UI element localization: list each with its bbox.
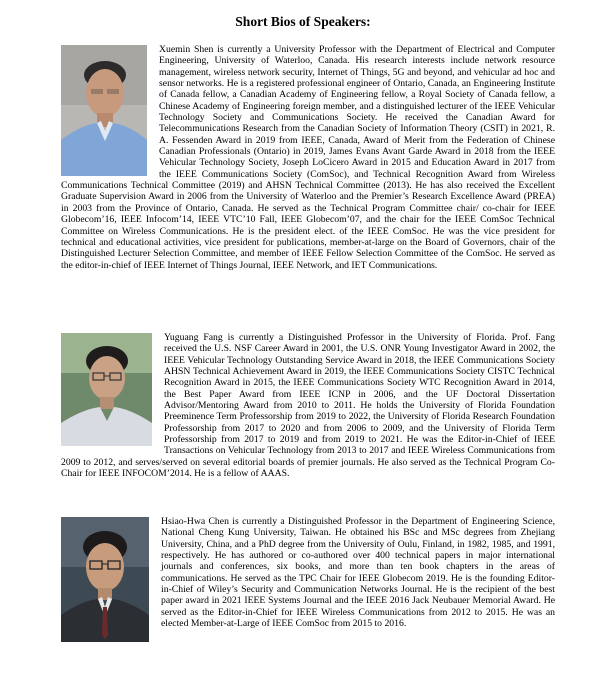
portrait-photo-1 <box>61 45 147 176</box>
portrait-photo-2 <box>61 333 152 446</box>
speaker-bio-text-3: Hsiao-Hwa Chen is currently a Distinguished Professor in the Department of Engineering Science, National Cheng Kung University, Taiwan. He obtained his BSc and MSc degrees from Zhejiang University, China, and a PhD degree from the University of Oulu, Finland, in 1982, 1985, and 1991, respectively. He has authored or co-authored over 400 technical papers in major international journals and conferences, six books, and more than ten book chapters in the areas of communications. He served as the TPC Chair for IEEE Globecom 2019. He is the founding Editor-in-Chief of Wiley’s Security and Communication Networks Journal. He is the recipient of the best paper award in 2021 IEEE Systems Journal and the IEEE 2016 Jack Neubauer Memorial Award. He served as the Editor-in-Chief for IEEE Wireless Communications from 2012 to 2015. He was an elected Member-at-Large of IEEE ComSoc from 2015 to 2016. <box>161 516 555 630</box>
portrait-photo-3 <box>61 517 149 642</box>
page-title: Short Bios of Speakers: <box>235 14 371 29</box>
speaker-bio-text-2: Yuguang Fang is currently a Distinguished Professor in the University of Florida. Prof. Fang received the U.S. NSF Career Award in 2001, the U.S. ONR Young Investigator Award in 2002, the IEEE Vehicular Technology Outstanding Service Award in 2018, the IEEE Communications Society AHSN Technical Achievement Award in 2019, the IEEE Communications Society CISTC Technical Recognition Award in 2015, the IEEE Communications Society WTC Recognition Award in 2014, the Best Paper Award from IEEE ICNP in 2006, and the UF Doctoral Dissertation Advisor/Mentoring Award from 2010 to 2011. He holds the University of Florida Foundation Preeminence Term Professorship from 2019 to 2022, the University of Florida Research Foundation Professorship from 2017 to 2020 and from 2006 to 2009, and the University of Florida Term Professorship from 2017 to 2019 and from 2019 to 2021. He was the Editor-in-Chief of IEEE Transactions on Vehicular Technology from 2013 to 2017 and IEEE Wireless Communications from 2009 to 2012, and serves/served on several editorial boards of premier journals. He also served as the Technical Program Co-Chair for IEEE INFOCOM’2014. He is a fellow of AAAS. <box>61 332 555 480</box>
speaker-photo-1 <box>61 45 147 176</box>
speaker-bio-3 <box>61 516 555 642</box>
speaker-photo-2 <box>61 333 152 446</box>
speaker-bio-2 <box>61 332 555 479</box>
speaker-photo-3 <box>61 517 149 642</box>
speaker-bio-1 <box>61 44 555 271</box>
speaker-bio-text-1: Xuemin Shen is currently a University Professor with the Department of Electrical and Computer Engineering, University of Waterloo, Canada. His research interests include network resource management, wireless network security, Internet of Things, 5G and beyond, and vehicular ad hoc and sensor networks. He is a registered professional engineer of Ontario, Canada, an Engineering Institute of Canada fellow, a Canadian Academy of Engineering fellow, a Royal Society of Canada fellow, a Chinese Academy of Engineering foreign member, and a distinguished lecturer of the IEEE Vehicular Technology Society and Communications Society. He received the Canadian Award for Telecommunications Research from the Canadian Society of Information Theory (CSIT) in 2021, R. A. Fessenden Award in 2019 from IEEE, Canada, Award of Merit from the Federation of Chinese Canadian Professionals (Ontario) in 2019, James Evans Avant Garde Award in 2018 from the IEEE Vehicular Technology Society, Joseph LoCicero Award in 2015 and Education Award in 2017 from the IEEE Communications Society (ComSoc), and Technical Recognition Award from Wireless Communications Technical Committee (2019) and AHSN Technical Committee (2013). He has also received the Excellent Graduate Supervision Award in 2006 from the University of Waterloo and the Premier’s Research Excellence Award (PREA) in 2003 from the Province of Ontario, Canada. He served as the Technical Program Committee chair/ co-chair for IEEE Globecom’16, IEEE Infocom’14, IEEE VTC’10 Fall, IEEE Globecom’07, and the chair for the IEEE ComSoc Technical Committee on Wireless Communications. He is the president elect. of the IEEE ComSoc. He was the vice president for technical and educational activities, vice president for publications, member-at-large on the Board of Governors, chair of the Distinguished Lecturer Selection Committee, and member of IEEE Fellow Selection Committee of the ComSoc. He served as the editor-in-chief of IEEE Internet of Things Journal, IEEE Network, and IET Communications. <box>61 44 555 271</box>
